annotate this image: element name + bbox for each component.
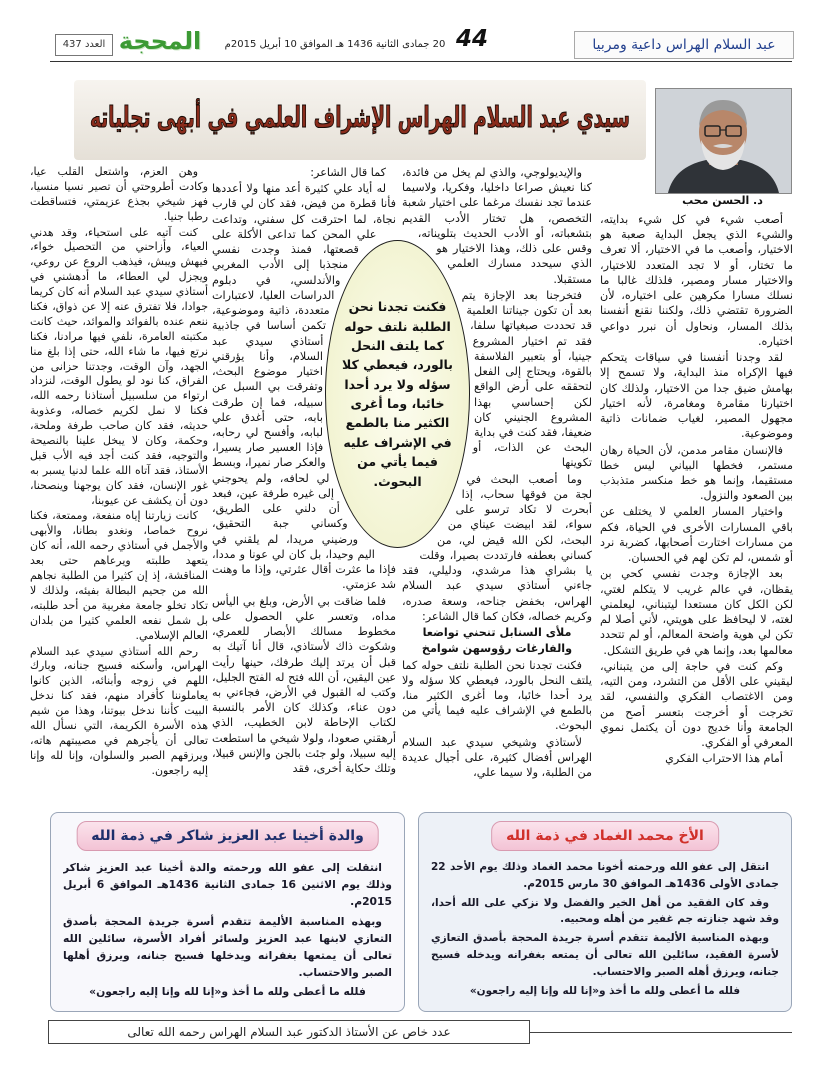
paragraph: انتقل إلى عفو الله ورحمته أخونا محمد الغماد وذلك يوم الأحد 22 جمادى الأولى 1436هـ الموافق 30 مارس 2015م. [431, 861, 779, 890]
article-title: سيدي عبد السلام الهراس الإشراف العلمي في أبهى تجلياته [90, 101, 630, 135]
issue-date: 20 جمادى الثانية 1436 هـ الموافق 10 أبريل 2015م [224, 39, 446, 50]
title-banner [74, 80, 646, 160]
paragraph: له أياد علي كثيرة أعد منها ولا أعددها فأنا قطرة من فيض، فقد كان لي قارب نجاة، لما احترقت كل سفني، وتداعت علي المحن كما تداعى الأكلة على قصعتها، فمنذ وجدت نفسي منجذبا إلى الأدب المغربي والأندلسي، في دبلوم الدراسات العليا، لاعتبارات متعددة، ذاتية وموضوعية، تكمن أساسا في جاذبية أستاذي سيدي عبد السلام، وأنا يؤرقني اختيار موضوع البحث، وتفرقت بي السبل عن سبيله، فما إن طرقت بابه، حتى أغدق علي لبابه، وأفسح لي رحابه، فإذا العسير صار يسيرا، والعكر صار نميرا، وبسط لي لحافه، ولم يحوجني إلى غيره طرفة عين، فبعد أن دلني على الطريق، وكساني جبة التحقيق، ورضيني مريدا، لم يلقني في اليم وحيدا، بل كان لي عونا و مددا، فإذا ما عثرت أقال عثرتي، وإذا ما وهنت شد عزمتي. [212, 182, 396, 592]
paragraph: فتخرجنا بعد الإجازة يتم بعد أن تكون جيناتنا العلمية قد تحددت صبغياتها سلفا، فقد تم اختيار المشروع جينيا، أو بتعبير الفلاسفة بالقوة، ويحتاج إلى الفعل لتحققه على أرض الواقع لكن إحساسي بهذا المشروع الجنيني كان ضعيفا، فقد كنت في بداية البحث عن الذات، أو تكوينها [461, 288, 592, 470]
author-photo [655, 88, 792, 194]
paragraph: رحم الله أستاذي سيدي عبد السلام الهراس، وأسكنه فسيح جنانه، وبارك اللهم في زوجه وأبنائه، الذين كانوا يعاملوننا كأفراد منهم، فقد كنا ندخل البيت كأننا ندخل بيوتنا، وهذا من شيم هذه الأسرة الكريمة، التي نسأل الله تعالى أن يأجرهم في مصيبتهم هاته، ويرزقهم الصبر والسلوان، وإنا لله وإنا إليه راجعون. [30, 644, 208, 777]
paragraph: فالإنسان مقامر مدمن، لأن الحياة رهان مستمر، فخطها البياني ليس خطا مستقيما، وإنما هو خط منكسر متذبذب بين الصعود والنزول. [600, 443, 793, 503]
obituary-title: الأخ محمد الغماد في ذمة الله [491, 821, 719, 851]
paragraph: لأستاذي وشيخي سيدي عبد السلام الهراس أفضال كثيرة، على أجيال عديدة من الطلبة، ولا سيما علي، [402, 735, 592, 780]
poem-verse-line: والفارغات رؤوسهن شوامخ [421, 642, 573, 656]
obituary-box-abdelaziz-mother [50, 812, 405, 1012]
paragraph: أصعب شيء في كل شيء بدايته، والشيء الذي يجعل البداية صعبة هو الاختيار، وأصعب ما في الاختيار، ألا تعرف ما تختار، أو لا تجد المتعدد للاختيار، والاختيار مسار ومصير، فلذلك غالبا ما نسلك مسارا مكرهين على اختياره، لأن الضرورة تقتضي ذلك، ولكننا نقنع أنفسنا بذلك المسار، ونحاول أن نبرر دواعي اختياره. [600, 213, 793, 348]
obituary-body [63, 859, 392, 1003]
pull-quote [325, 240, 470, 548]
obituary-box-mohamed-ghammad [418, 812, 792, 1012]
paragraph: وقد كان الفقيد من أهل الخير والفضل ولا نزكي على الله أحدا، وقد شهد جنازته جم غفير من أهله ومحبيه. [431, 896, 779, 926]
paragraph: وما أصعب البحث في لجة من فوقها سحاب، إذا أبحرت لا تكاد ترسو على سواء، لقد ابيضت عيناي من البحث، لكن الله قيض لي، من كساني بعطفه فارتددت بصيرا، وقلت يا بشراي هذا مرشدي، ودليلي، فقد جاءني أستاذي سيدي عبد السلام الهراس، بخفض جناحه، وسعة صدره، وكريم خصاله، فكان كما قال الشاعر: [402, 472, 592, 623]
author-name: د. الحسن محب [682, 194, 763, 207]
obituary-closing: فلله ما أعطى ولله ما أخذ و«إنا لله وإنا إليه راجعون» [89, 985, 366, 999]
paragraph: واختيار المسار العلمي لا يختلف عن باقي المسارات الأخرى في الحياة، فكم من مسارات اختارت أصحابها، كضربة نرد أو شمس، لم تكن لهم في الحسبان. [600, 505, 793, 565]
author-portrait [656, 89, 791, 193]
footer-divider [530, 1032, 792, 1033]
issue-number: العدد 437 [55, 34, 113, 56]
obituary-body [431, 859, 779, 1003]
special-issue-footer: عدد خاص عن الأستاذ الدكتور عبد السلام الهراس رحمه الله تعالى [48, 1020, 530, 1044]
paragraph: فلما ضاقت بي الأرض، وبلغ بي اليأس مداه، وتعسر علي الحصول على مخطوط مسالك الأبصار للعمري، وشكوت ذاك لأستاذي، قال أنا آتيك به قبل أن يرتد إليك طرفك، حينها رأيت عين اليقين، أن الله فتح له الفتح الجليل، وكتب له القبول في الأرض، فجاءني به دون عناء، وكذلك كان الأمر بالنسبة لكتاب الإحاطة لابن الخطيب، الذي أرهقني صعودا، ولولا شيخي ما استطعت إليه سبيلا، ولو جئت بالجن والإنس قبيلا، وتلك حكاية أخرى، فقد [212, 594, 396, 776]
paragraph: بعد الإجازة وجدت نفسي كحي بن يقظان، في عالم غريب لا يتكلم لغتي، لكن الكل كان مستعدا ليتبناني، ليعلمني لغته، لا ليحافظ على هويتي، لأني أصلا لم تكن لي هوية واضحة المعالم، أو لم تتحدد معالمها بعد، وإنما هي في طريق التشكل. [600, 567, 793, 657]
paragraph: كانت زيارتنا إياه منفعة، وممتعة، فكنا نروح خماصا، ونغدو بطانا، والأبهى والأجمل في أستاذي رحمه الله، أنه كان يتعهد طلبته ويرعاهم حتى بعد المناقشة، إذ إن كثيرا من الطلبة نجاهم الله من جحيم البطالة بفيئه، ولذلك لا تكاد تخلو جامعة مغربية من أحد طلبته، بل شمل نفعه العلمي كثيرا من بلدان العالم الإسلامي. [30, 509, 208, 642]
obituary-closing: فلله ما أعطى ولله ما أخذ و«إنا لله وإنا إليه راجعون» [469, 984, 741, 997]
header-divider [50, 61, 792, 62]
obituary-title: والدة أخينا عبد العزيز شاكر في ذمة الله [76, 821, 379, 851]
pull-quote-text: فكنت تجدنا نحن الطلبة نلتف حوله كما يلتف النحل بالورد، فيعطي كلا سؤله ولا يرد أحدا خائبا، وما أغرى الكثير منا بالطمع في الإشراف عليه فيما يأتي من البحوث. [342, 299, 453, 489]
article-column-1 [600, 212, 793, 802]
poem-verse-line: ملأى السنابل تنحني تواضعا [422, 626, 572, 640]
paragraph: والإيديولوجي، والذي لم يخل من فائدة، كنا نعيش صراعا داخليا، وفكريا، ولاسيما عندما تجد نفسك مرغما على اختيار شعبة التخصص، هل تختار الأدب القديم بتشعباته، أو الأدب الحديث بتلويناته، وقس على ذلك، وهذا الاختيار هو الذي سيحدد مسارك العلمي مستقبلا. [402, 166, 592, 286]
paragraph: كما قال الشاعر: [310, 166, 386, 179]
paragraph: كنت آتيه على استحياء، وقد هدني العياء، وأزاحني من التحصيل خواء، فيهش ويبش، فيذهب الروع عن روعي، ويجزل لي العطاء، ما أدهشني في أستاذي سيدي عبد السلام أنه كان كريما جوادا، فلا تفترق عنه إلا عن ذواق، فكنا ننعم عنده بالفوائد والموائد، حيث كانت مكتبته العامرة، نلفي فيها مرادنا، فكنا نرتع فيها، ما شاء الله، حتى إذا بلغ منا الجهد، وآن الوقت، وجدتنا حزانى من الفراق، كنا نود لو يطول الوقت، لنزداد ارتواء من سلسبيل أستاذنا رحمه الله، فكنا لا نمل لكريم خصاله، وعذوبة حديثه، فقد كان صاحب طرفة وملحة، وحكمة، وكان لا يبخل علينا بالنصيحة والتوجيه، فقد كنت أجد فيه الأب قبل الأستاذ، فقد آتاه الله علما لدنيا يسبر به غور الإنسان، فقد كان يوجهنا وينصحنا، دون أن يكشف عن عيوبنا، [30, 225, 208, 507]
paragraph: لقد وجدنا أنفسنا في سياقات يتحكم فيها الإكراه منذ البداية، ولا تسمح إلا بهامش ضيق جدا من الاختيار، ولذلك كان اختيارنا مقامرة ومغامرة، لأنه اختيار مجهول المصير، لغياب ضمانات ذاتية وموضوعية. [600, 351, 793, 441]
article-column-4 [30, 165, 208, 802]
paragraph: أمام هذا الاحتراب الفكري [665, 752, 783, 766]
magazine-logo: المحجة [118, 27, 202, 55]
page-number: 44 [455, 26, 488, 52]
paragraph: وبهذه المناسبة الأليمة تتقدم أسرة جريدة المحجة بأصدق التعازي لأسرة الفقيد، سائلين الله تعالى أن يمتعه بغفرانه ويدخله فسيح جنانه، ويرزق أهله الصبر والاحتساب. [431, 932, 779, 978]
paragraph: وبهذه المناسبة الأليمة تتقدم أسرة جريدة المحجة بأصدق التعازي لابنها عبد العزيز ولسائر أفراد الأسرة، سائلين الله تعالى أن يمتعها بغفرانه ويدخلها فسيح جنانه، ويرزق أهلها الصبر والاحتساب. [63, 914, 392, 980]
paragraph: وكم كنت في حاجة إلى من يتبناني، ليقيني على الأقل من التشرد، ومن التيه، ومن الاغتصاب الفكري والنفسي، لقد تخرجت أو أخرجت بتعسر أصح من الجامعة وأنا خديج دون أن يكتمل نموي المعرفي أو الفكري. [600, 659, 793, 749]
paragraph: انتقلت إلى عفو الله ورحمته والدة أخينا عبد العزيز شاكر وذلك يوم الاثنين 16 جمادى الثانية 1436هـ الموافق 6 أبريل 2015م. [63, 861, 392, 909]
paragraph: وهن العزم، واشتعل القلب عيا، وكادت أطروحتي أن تصير نسيا منسيا، فهز شيخي بجذع عزيمتي، فتساقطت رطبا جنيا. [30, 165, 208, 223]
paragraph: فكنت تجدنا نحن الطلبة نلتف حوله كما يلتف النحل بالورد، فيعطي كلا سؤله ولا يرد أحدا خائبا، وما أغرى الكثير منا، بالطمع في الإشراف عليه فيما يأتي من البحوث. [402, 658, 592, 733]
section-title: عبد السلام الهراس داعية ومربيا [574, 31, 794, 59]
